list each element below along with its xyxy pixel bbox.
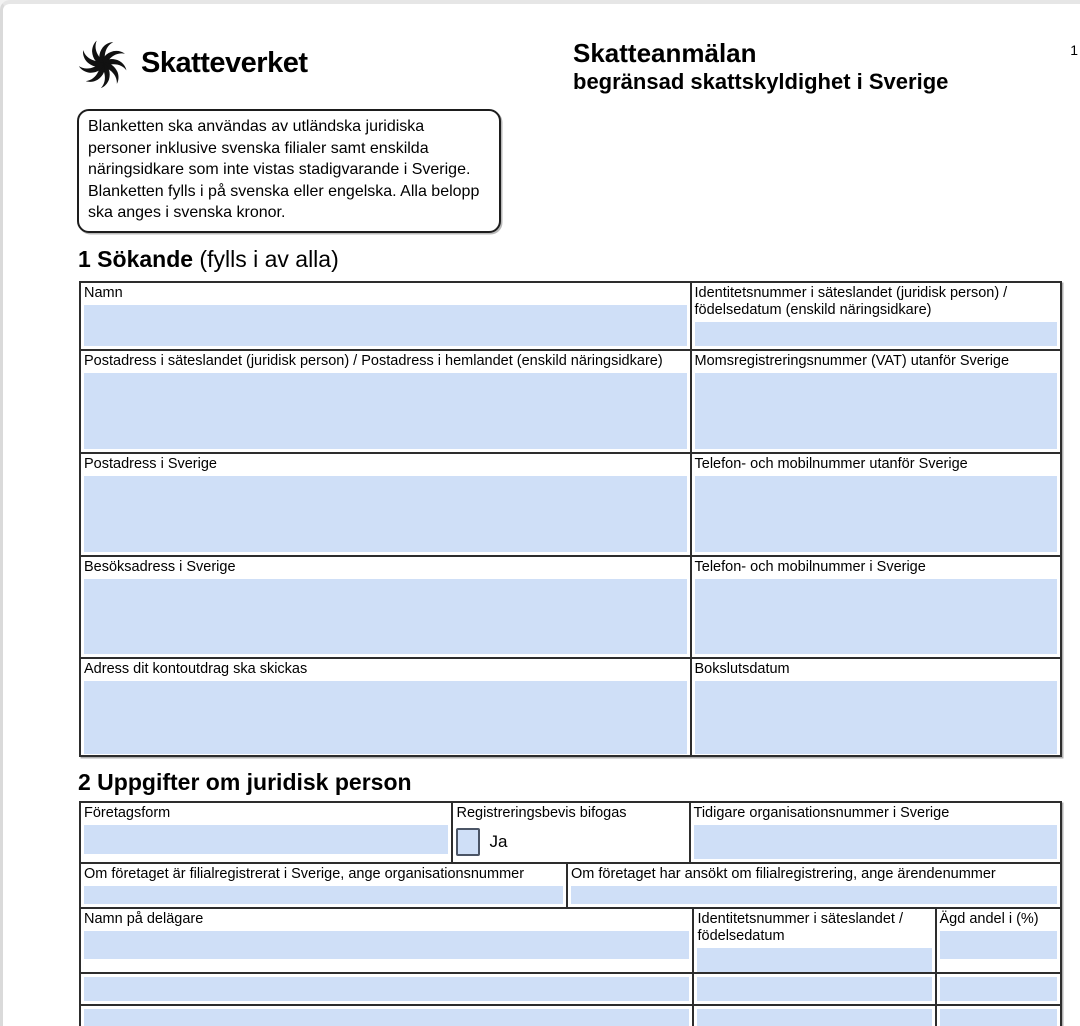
cell-identitetsnummer — [692, 283, 1060, 349]
field-label: Om företaget är filialregistrerat i Sverige, ange organisationsnummer — [84, 866, 525, 882]
table-row — [81, 909, 1060, 974]
cell-delagare-namn-2 — [81, 974, 694, 1004]
table-row — [81, 557, 1060, 659]
cell-foretagsform — [81, 803, 453, 862]
filialregistrering-arendenummer-input[interactable] — [571, 886, 1057, 904]
table-row — [81, 1006, 1060, 1026]
section2-table — [79, 801, 1062, 1026]
field-label: Adress dit kontoutdrag ska skickas — [84, 661, 308, 677]
section1-table — [79, 281, 1062, 757]
cell-momsregistreringsnummer — [692, 351, 1060, 452]
field-label: Besöksadress i Sverige — [84, 559, 236, 575]
cell-delagare-andel — [937, 909, 1061, 972]
registreringsbevis-ja-checkbox[interactable] — [456, 828, 480, 856]
field-label: Registreringsbevis bifogas — [456, 805, 627, 821]
foretagsform-input[interactable] — [84, 825, 448, 854]
field-label: Identitetsnummer i säteslandet (juridisk person) / födelsedatum (enskild näringsidkare) — [694, 285, 1008, 318]
instructions-box: Blanketten ska användas av utländska juridiska personer inklusive svenska filialer samt enskilda näringsidkare som inte vistas stadigvarande i Sverige. Blanketten fylls i på svenska eller engelska. Alla belopp ska anges i svenska kronor. — [77, 109, 501, 233]
table-row — [81, 454, 1060, 557]
field-label: Postadress i Sverige — [84, 456, 217, 472]
cell-delagare-namn-3 — [81, 1006, 694, 1026]
telefon-i-sverige-input[interactable] — [695, 579, 1057, 654]
field-label: Namn — [84, 285, 123, 301]
table-row — [81, 803, 1060, 864]
field-label: Postadress i säteslandet (juridisk person) / Postadress i hemlandet (enskild näringsidkare) — [84, 353, 663, 369]
page-number: 1 — [1070, 42, 1078, 58]
delagare-identitetsnummer-input-1[interactable] — [697, 948, 931, 972]
section1-heading-bold: 1 Sökande — [78, 246, 194, 272]
section2-heading: 2 Uppgifter om juridisk person — [78, 769, 412, 795]
cell-besoksadress — [81, 557, 692, 657]
tidigare-orgnummer-input[interactable] — [694, 825, 1057, 859]
cell-namn — [81, 283, 692, 349]
skatteverket-logo — [77, 36, 308, 90]
cell-kontoutdrag-adress — [81, 659, 692, 757]
filialregistrerat-orgnummer-input[interactable] — [84, 886, 563, 904]
momsregistreringsnummer-input[interactable] — [695, 373, 1057, 449]
field-label: Företagsform — [84, 805, 171, 821]
kontoutdrag-adress-input[interactable] — [84, 681, 687, 754]
delagare-andel-input-1[interactable] — [940, 931, 1058, 959]
cell-delagare-andel-2 — [937, 974, 1061, 1004]
field-label: Identitetsnummer i säteslandet / födelsedatum — [697, 911, 904, 944]
delagare-identitetsnummer-input-3[interactable] — [697, 1009, 931, 1026]
form-title-block — [573, 38, 948, 96]
section1-heading — [78, 246, 339, 273]
field-label: Momsregistreringsnummer (VAT) utanför Sverige — [694, 353, 1010, 369]
checkbox-label-ja: Ja — [489, 831, 508, 851]
telefon-utanfor-sverige-input[interactable] — [695, 476, 1057, 552]
table-row — [81, 864, 1060, 909]
form-title: Skatteanmälan — [573, 38, 757, 68]
cell-tidigare-orgnummer — [691, 803, 1060, 862]
field-label: Om företaget har ansökt om filialregistrering, ange ärendenummer — [571, 866, 996, 882]
field-label: Tidigare organisationsnummer i Sverige — [693, 805, 950, 821]
section1-heading-suffix: (fylls i av alla) — [193, 246, 339, 272]
field-label: Bokslutsdatum — [694, 661, 790, 677]
cell-delagare-identitetsnummer-2 — [694, 974, 936, 1004]
bokslutsdatum-input[interactable] — [695, 681, 1057, 754]
cell-telefon-utanfor-sverige — [692, 454, 1060, 555]
delagare-namn-input-3[interactable] — [84, 1009, 689, 1026]
cell-postadress-sateslandet — [81, 351, 692, 452]
table-row — [81, 659, 1060, 757]
cell-telefon-i-sverige — [692, 557, 1060, 657]
cell-bokslutsdatum — [692, 659, 1060, 757]
registreringsbevis-checkbox-row — [456, 826, 688, 857]
besoksadress-input[interactable] — [84, 579, 687, 654]
cell-postadress-sverige — [81, 454, 692, 555]
cell-delagare-andel-3 — [937, 1006, 1061, 1026]
form-subtitle: begränsad skattskyldighet i Sverige — [573, 69, 949, 94]
agency-name: Skatteverket — [141, 46, 308, 79]
cell-filialregistrerat-orgnummer — [81, 864, 568, 907]
postadress-sateslandet-input[interactable] — [84, 373, 687, 449]
cell-delagare-identitetsnummer-3 — [694, 1006, 936, 1026]
postadress-sverige-input[interactable] — [84, 476, 687, 552]
delagare-identitetsnummer-input-2[interactable] — [697, 977, 931, 1001]
skatteverket-swirl-icon — [77, 36, 129, 90]
cell-delagare-identitetsnummer — [694, 909, 936, 972]
cell-registreringsbevis — [453, 803, 690, 862]
delagare-namn-input-2[interactable] — [84, 977, 689, 1001]
identitetsnummer-input[interactable] — [695, 322, 1057, 346]
delagare-andel-input-3[interactable] — [940, 1009, 1058, 1026]
field-label: Ägd andel i (%) — [939, 911, 1039, 927]
field-label: Telefon- och mobilnummer utanför Sverige — [694, 456, 968, 472]
field-label: Telefon- och mobilnummer i Sverige — [694, 559, 926, 575]
table-row — [81, 351, 1060, 454]
field-label: Namn på delägare — [84, 911, 204, 927]
delagare-andel-input-2[interactable] — [940, 977, 1058, 1001]
table-row — [81, 283, 1060, 351]
cell-delagare-namn — [81, 909, 694, 972]
cell-filialregistrering-arendenummer — [568, 864, 1060, 907]
delagare-namn-input-1[interactable] — [84, 931, 689, 959]
namn-input[interactable] — [84, 305, 687, 346]
table-row — [81, 974, 1060, 1006]
